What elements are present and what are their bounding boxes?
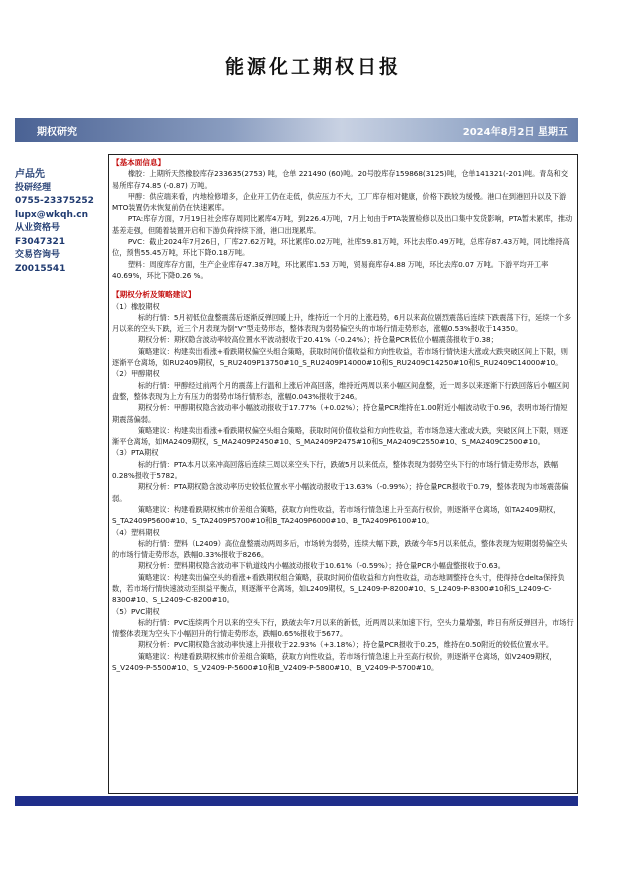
strategy-subheading: （2）甲醇期权: [112, 369, 160, 379]
report-date: 2024年8月2日 星期五: [462, 127, 568, 138]
strategy-paragraph: 标的行情：5月初低位盘整震荡后逐渐反弹回暖上升，维持近一个月的上涨趋势，6月以来高位剧烈震荡后连续下跌震荡下行，延续一个多月以来的空头下跌，近三个月表现为倒“V”型走势形态，整体表现为弱势偏空头的市场行情走势形态，涨幅0.53%报收于14350。: [112, 312, 572, 334]
report-title: 能源化工期权日报: [224, 56, 401, 78]
fundamentals-paragraph: 橡胶：上期所天然橡胶库存233635(2753) 吨，仓单 221490 (60)吨。20号胶库存159868(3125)吨，仓单141321(-201)吨。青岛和交易所库存74.85 (-0.87) 万吨。: [112, 169, 569, 190]
qualification-number: F3047321: [15, 236, 65, 247]
author-sidebar: [15, 168, 108, 276]
fundamentals-paragraph: 甲醇：供应端来看，内地检修增多，企业开工仍在走低，供应压力不大，工厂库存相对健康，价格下跌较为缓慢。港口在到港回升以及下游MTO装置仍未恢复前仍在快速累库。: [112, 191, 567, 213]
advisor-number: Z0015541: [15, 263, 66, 274]
author-email[interactable]: lupx@wkqh.cn: [15, 209, 89, 220]
fundamentals-paragraph: 塑料：周度库存方面，生产企业库存47.38万吨，环比累库1.53 万吨，贸易商库存4.88 万吨，环比去库0.07 万吨。下游平均开工率40.69%，环比下降0.26 %。: [112, 259, 549, 280]
strategy-paragraph: 标的行情：PTA本月以来冲高回落后连续三周以来空头下行，跌破5月以来低点，整体表现为弱势空头下行的市场行情走势形态，跌幅0.28%报收于5782。: [112, 459, 559, 481]
fundamentals-paragraph: PTA:库存方面，7月19日社会库存周同比累库4万吨，到226.4万吨，7月上旬由于PTA装置检修以及出口集中发货影响，PTA暂未累库，推动基差走强，但随着装置开启和下游负荷持续下滑，港口出现累库。: [112, 214, 573, 235]
author-phone: 0755-23375252: [15, 196, 94, 206]
fundamentals-paragraph: PVC：截止2024年7月26日，厂库27.62万吨，环比累库0.02万吨，社库59.81万吨，环比去库0.49万吨，总库存87.43万吨，同比维持高位，预售55.45万吨，环比下降0.18万吨。: [112, 237, 570, 258]
fundamentals-heading: 【基本面信息】: [112, 158, 166, 167]
header-banner: [15, 118, 578, 142]
author-role: 投研经理: [15, 182, 52, 193]
strategy-paragraph: 标的行情：甲醇经过前两个月的震荡上行温和上涨后冲高回落，维持近两周以来小幅区间盘整，近一周多以来逐渐下行跌回落后小幅区间盘整，整体表现为上方有压力的弱势市场行情形态，涨幅0.043%报收于246。: [112, 380, 570, 401]
strategy-paragraph: 策略建议：构建卖出看涨+看跌期权偏空头组合策略，获取时间价值收益和方向性收益，若市场行情快速大涨或大跌突破区间上下限，则逐渐平仓离场，如RU2409期权，S_RU2409P13750#10_S_RU2409P14000#10和S_RU2409C14250#10和S_RU2409C14000#10。: [112, 346, 568, 368]
strategy-paragraph: 期权分析：PVC期权隐含波动率快速上升报收于22.93%（+3.18%）；持仓量PCR报收于0.25，维持在0.50附近的较低位置水平。: [137, 640, 554, 650]
strategy-paragraph: 期权分析：甲醇期权隐含波动率小幅波动报收于17.77%（+0.02%）；持仓量PCR维持在1.00附近小幅波动收于0.96，表明市场行情短期震荡偏弱。: [112, 403, 568, 424]
strategy-subheading: （1）橡胶期权: [112, 301, 160, 311]
strategy-paragraph: 标的行情：塑料（L2409）高位盘整震动两周多后，市场转为弱势，连续大幅下跌，跌破今年5月以来低点，整体表现为短期弱势偏空头的市场行情走势形态，跌幅0.33%报收于8266。: [112, 538, 568, 560]
strategy-paragraph: 策略建议：构建看跌期权熊市价差组合策略，获取方向性收益，若市场行情急速上升至高行权价，则逐渐平仓离场，如V2409期权，S_V2409-P-5500#10、S_V2409-P-5600#10和B_V2409-P-5800#10、B_V2409-P-5700#10。: [112, 651, 557, 673]
advisor-label: 交易咨询号: [15, 250, 61, 260]
report-body: [108, 154, 578, 794]
qualification-label: 从业资格号: [15, 223, 61, 233]
strategy-subheading: （3）PTA期权: [112, 448, 159, 458]
strategy-paragraph: 策略建议：构建卖出看涨+看跌期权偏空头组合策略，获取时间价值收益和方向性收益，若市场急速大涨或大跌，突破区间上下限，则逐渐平仓离场，如MA2409期权，S_MA2409P2450#10、S_MA2409P2475#10和S_MA2409C2550#10、S_MA2409C2500#10。: [112, 425, 568, 447]
strategy-subheading: （4）塑料期权: [112, 527, 160, 537]
strategy-paragraph: 策略建议：构建看跌期权熊市价差组合策略，获取方向性收益，若市场行情急速上升至高行权价，则逐渐平仓离场，如TA2409期权，S_TA2409P5600#10、S_TA2409P5700#10和B_TA2409P6000#10、B_TA2409P6100#10。: [112, 504, 561, 526]
strategy-paragraph: 期权分析：期权隐含波动率较高位置水平波动报收于20.41%（-0.24%）；持仓量PCR低位小幅震荡报收于0.38；: [137, 335, 498, 345]
strategy-heading: 【期权分析及策略建议】: [112, 290, 196, 300]
strategy-paragraph: 标的行情：PVC连续两个月以来的空头下行，跌破去年7月以来的新低，近两周以来加速下行，空头力量增强，昨日有所反弹回升，市场行情整体表现为空头下小幅回升的行情走势形态，跌幅0.65%报收于5677。: [112, 617, 574, 639]
section-label: 期权研究: [37, 127, 77, 138]
author-name: 卢品先: [15, 169, 45, 180]
footer-bar: [15, 796, 578, 806]
strategy-paragraph: 期权分析：塑料期权隐含波动率下轨道线内小幅波动报收于10.61%（-0.59%）；持仓量PCR小幅盘整报收于0.63。: [137, 561, 505, 571]
strategy-paragraph: 期权分析：PTA期权隐含波动率历史较低位置水平小幅波动报收于13.63%（-0.99%）；持仓量PCR报收于0.79，整体表现为市场震荡偏弱。: [112, 482, 569, 503]
strategy-paragraph: 策略建议：构建卖出偏空头的看涨+看跌期权组合策略，获取时间价值收益和方向性收益，动态地调整持仓头寸，使得持仓delta保持负数，若市场行情快速波动至损益平衡点，则逐渐平仓离场，如L2409期权，S_L2409-P-8200#10、S_L2409-P-8300#10和S_L2409-C-8300#10、S_L2409-C-8200#10。: [112, 572, 565, 605]
strategy-subheading: （5）PVC期权: [112, 606, 160, 616]
